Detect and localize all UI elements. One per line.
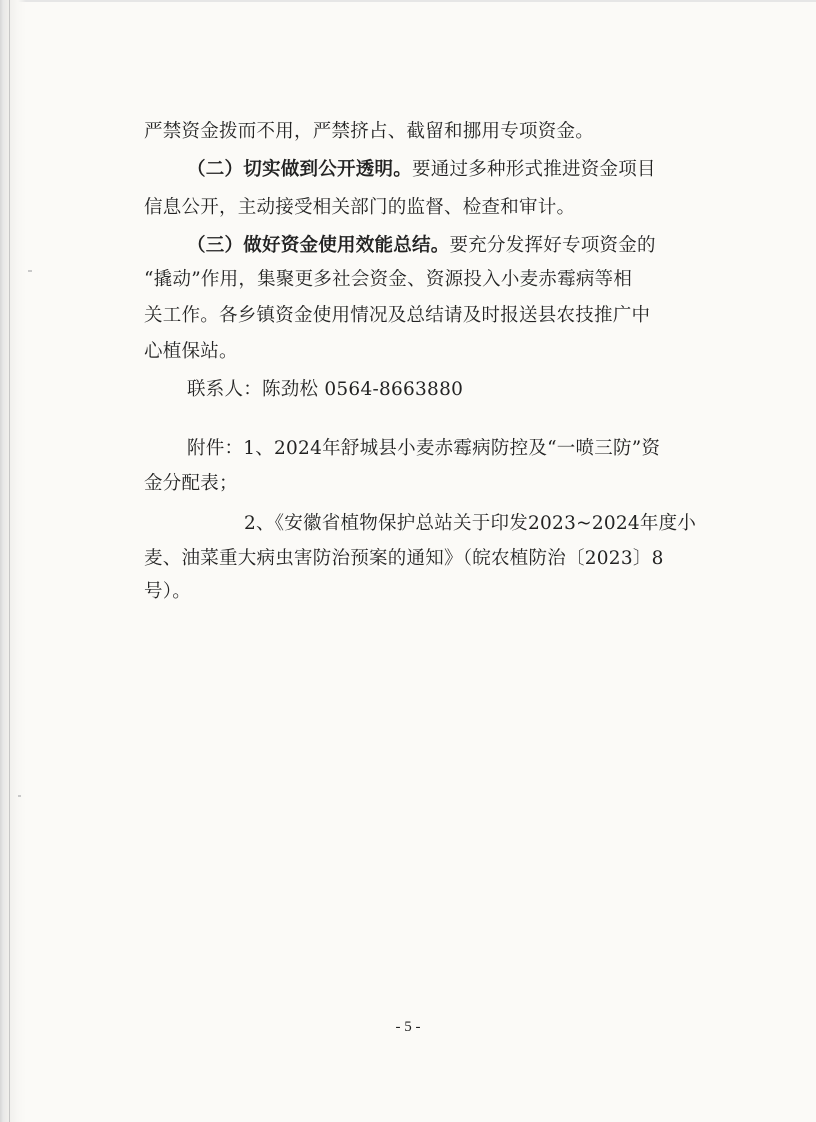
- scan-edge-line: [9, 0, 10, 1122]
- section-two-text: 要通过多种形式推进资金项目: [412, 159, 656, 180]
- contact-line: 联系人：陈劲松 0564-8663880: [187, 379, 464, 400]
- body-line-5: “撬动”作用，集聚更多社会资金、资源投入小麦赤霉病等相: [144, 269, 633, 290]
- body-line-6: 关工作。各乡镇资金使用情况及总结请及时报送县农技推广中: [144, 305, 651, 326]
- section-three-line: [187, 234, 656, 258]
- attachment-2: 2、《安徽省植物保护总站关于印发2023~2024年度小: [244, 513, 697, 534]
- scan-shadow-left: [0, 0, 26, 1122]
- body-line-1: 严禁资金拨而不用，严禁挤占、截留和挪用专项资金。: [144, 121, 595, 142]
- scan-speck: [18, 795, 21, 797]
- attachment-2-continued-2: 号）。: [144, 581, 192, 602]
- section-two-heading: （二）切实做到公开透明。: [187, 159, 413, 180]
- page-number: - 5 -: [395, 1019, 421, 1035]
- section-two-line: [187, 158, 656, 182]
- body-line-3: 信息公开，主动接受相关部门的监督、检查和审计。: [144, 197, 576, 218]
- section-three-heading: （三）做好资金使用效能总结。: [187, 235, 450, 256]
- body-line-7: 心植保站。: [144, 341, 238, 362]
- scan-speck: [28, 270, 32, 272]
- attachment-2-continued-1: 麦、油菜重大病虫害防治预案的通知》（皖农植防治〔2023〕8: [144, 548, 664, 569]
- attachment-1: 附件：1、2024年舒城县小麦赤霉病防控及“一喷三防”资: [187, 438, 661, 459]
- attachment-1-continued: 金分配表；: [144, 473, 238, 494]
- section-three-text: 要充分发挥好专项资金的: [449, 235, 656, 256]
- page-top-edge: [0, 0, 816, 2]
